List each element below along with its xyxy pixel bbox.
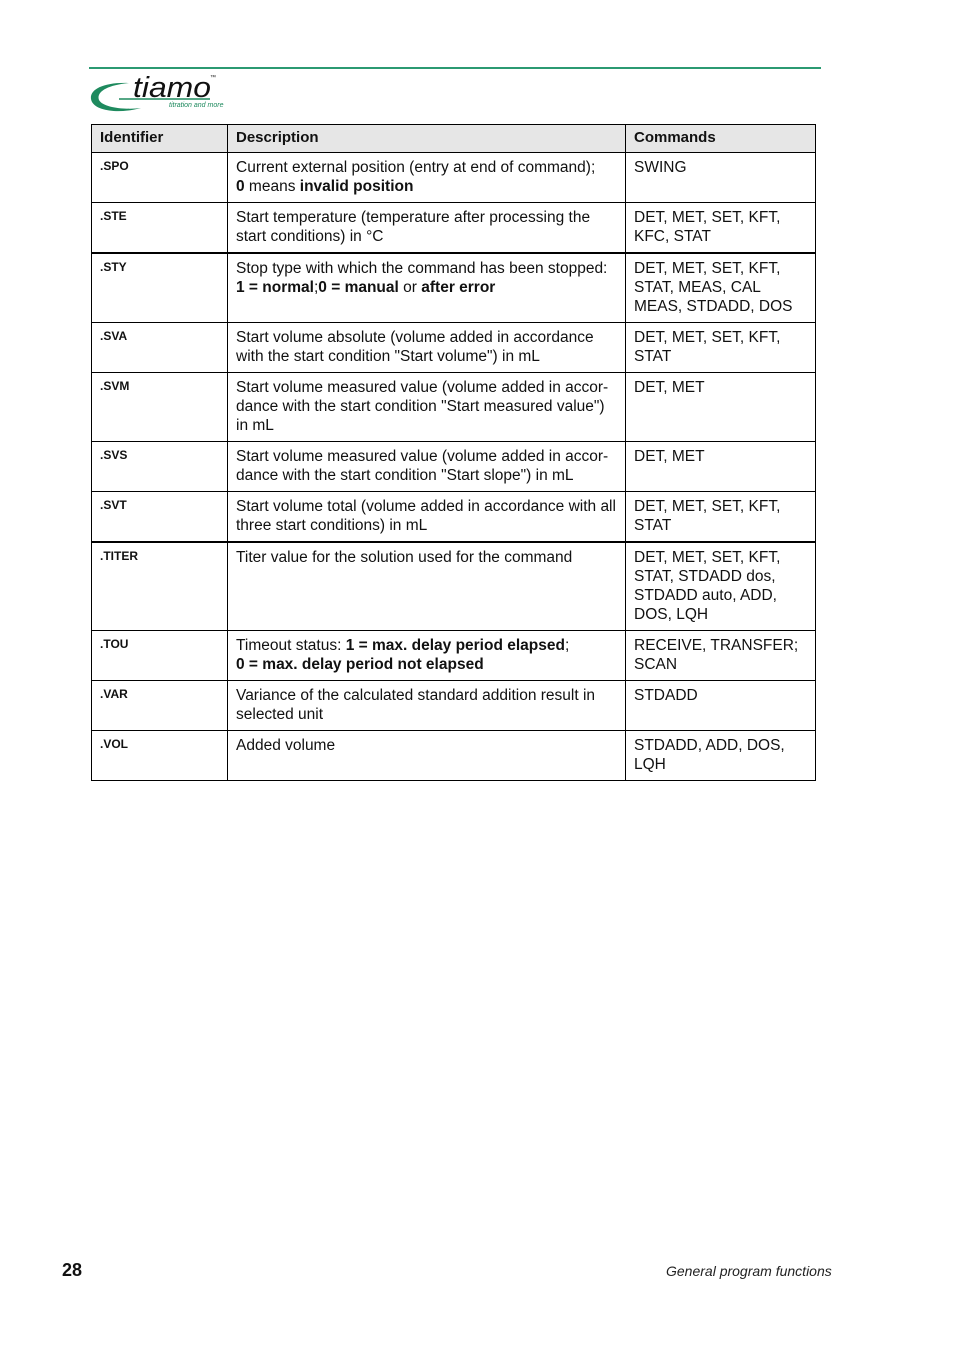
commands-cell: DET, MET, SET, KFT, KFC, STAT (626, 203, 816, 254)
description-text: Start volume measured value (volume added in accor-dance with the start condition "Start measured value") in mL (236, 379, 609, 434)
identifier-cell: .SVM (92, 373, 228, 442)
column-header-identifier: Identifier (92, 125, 228, 153)
commands-cell: DET, MET, SET, KFT, STAT, MEAS, CAL MEAS, STDADD, DOS (626, 253, 816, 323)
table-row (92, 631, 816, 681)
description-cell (228, 373, 626, 442)
table-row (92, 681, 816, 731)
column-header-commands: Commands (626, 125, 816, 153)
commands-cell: DET, MET, SET, KFT, STAT (626, 323, 816, 373)
identifier-cell: .STY (92, 253, 228, 323)
description-text: Start volume measured value (volume added in accor-dance with the start condition "Start slope") in mL (236, 448, 609, 484)
logo-trademark: ™ (210, 75, 216, 81)
description-text: Current external position (entry at end of command); (236, 159, 596, 176)
table-row (92, 203, 816, 254)
commands-cell: STDADD (626, 681, 816, 731)
description-cell (228, 153, 626, 203)
logo-tagline: titration and more (169, 102, 224, 109)
description-bold-text: 0 (236, 178, 245, 195)
column-header-description: Description (228, 125, 626, 153)
description-text: Start volume total (volume added in accordance with all three start conditions) in mL (236, 498, 616, 534)
page-number: 28 (62, 1260, 83, 1280)
description-bold-text: 1 = max. delay period elapsed (345, 637, 565, 654)
identifier-cell: .SVA (92, 323, 228, 373)
table-row (92, 492, 816, 543)
table-row (92, 253, 816, 323)
identifier-cell: .TOU (92, 631, 228, 681)
description-cell (228, 631, 626, 681)
table-header-row (92, 125, 816, 153)
table-row (92, 153, 816, 203)
description-text: Timeout status: (236, 637, 346, 654)
description-text: Added volume (236, 737, 336, 754)
identifier-cell: .VOL (92, 731, 228, 781)
table-body (92, 153, 816, 781)
identifier-cell: .VAR (92, 681, 228, 731)
footer-section-title: General program functions (666, 1263, 832, 1279)
description-cell (228, 492, 626, 543)
description-bold-text: invalid position (299, 178, 414, 195)
table-row (92, 731, 816, 781)
identifier-cell: .SVS (92, 442, 228, 492)
description-text: Start temperature (temperature after processing the start conditions) in °C (236, 209, 591, 245)
table-row (92, 542, 816, 631)
description-cell (228, 253, 626, 323)
identifier-table (91, 124, 816, 781)
tiamo-logo (89, 70, 239, 118)
commands-cell: DET, MET, SET, KFT, STAT, STDADD dos, STDADD auto, ADD, DOS, LQH (626, 542, 816, 631)
header-rule (89, 67, 821, 69)
table-row (92, 323, 816, 373)
description-bold-text: 0 = manual (318, 279, 399, 296)
description-cell (228, 323, 626, 373)
commands-cell: DET, MET (626, 373, 816, 442)
description-text: Titer value for the solution used for the command (236, 549, 573, 566)
description-cell (228, 681, 626, 731)
commands-cell: DET, MET (626, 442, 816, 492)
description-text: means (244, 178, 300, 195)
identifier-cell: .SVT (92, 492, 228, 543)
identifier-cell: .SPO (92, 153, 228, 203)
description-cell (228, 731, 626, 781)
commands-cell: DET, MET, SET, KFT, STAT (626, 492, 816, 543)
description-bold-text: 0 = max. delay period not elapsed (236, 656, 484, 673)
description-text: or (398, 279, 422, 296)
description-text: Start volume absolute (volume added in accordance with the start condition "Start volume") in mL (236, 329, 594, 365)
commands-cell: RECEIVE, TRANSFER; SCAN (626, 631, 816, 681)
description-cell (228, 442, 626, 492)
logo-wordmark: tiamo (133, 72, 211, 104)
description-bold-text: after error (421, 279, 496, 296)
table-row (92, 442, 816, 492)
description-text: Variance of the calculated standard addition result in selected unit (236, 687, 596, 723)
identifier-cell: .TITER (92, 542, 228, 631)
commands-cell: STDADD, ADD, DOS, LQH (626, 731, 816, 781)
description-text: ; (564, 637, 570, 654)
table-row (92, 373, 816, 442)
description-cell (228, 203, 626, 254)
description-text: Stop type with which the command has been stopped: (236, 260, 608, 277)
description-cell (228, 542, 626, 631)
identifier-cell: .STE (92, 203, 228, 254)
commands-cell: SWING (626, 153, 816, 203)
description-bold-text: 1 = normal (236, 279, 314, 296)
description-text: ; (313, 279, 319, 296)
